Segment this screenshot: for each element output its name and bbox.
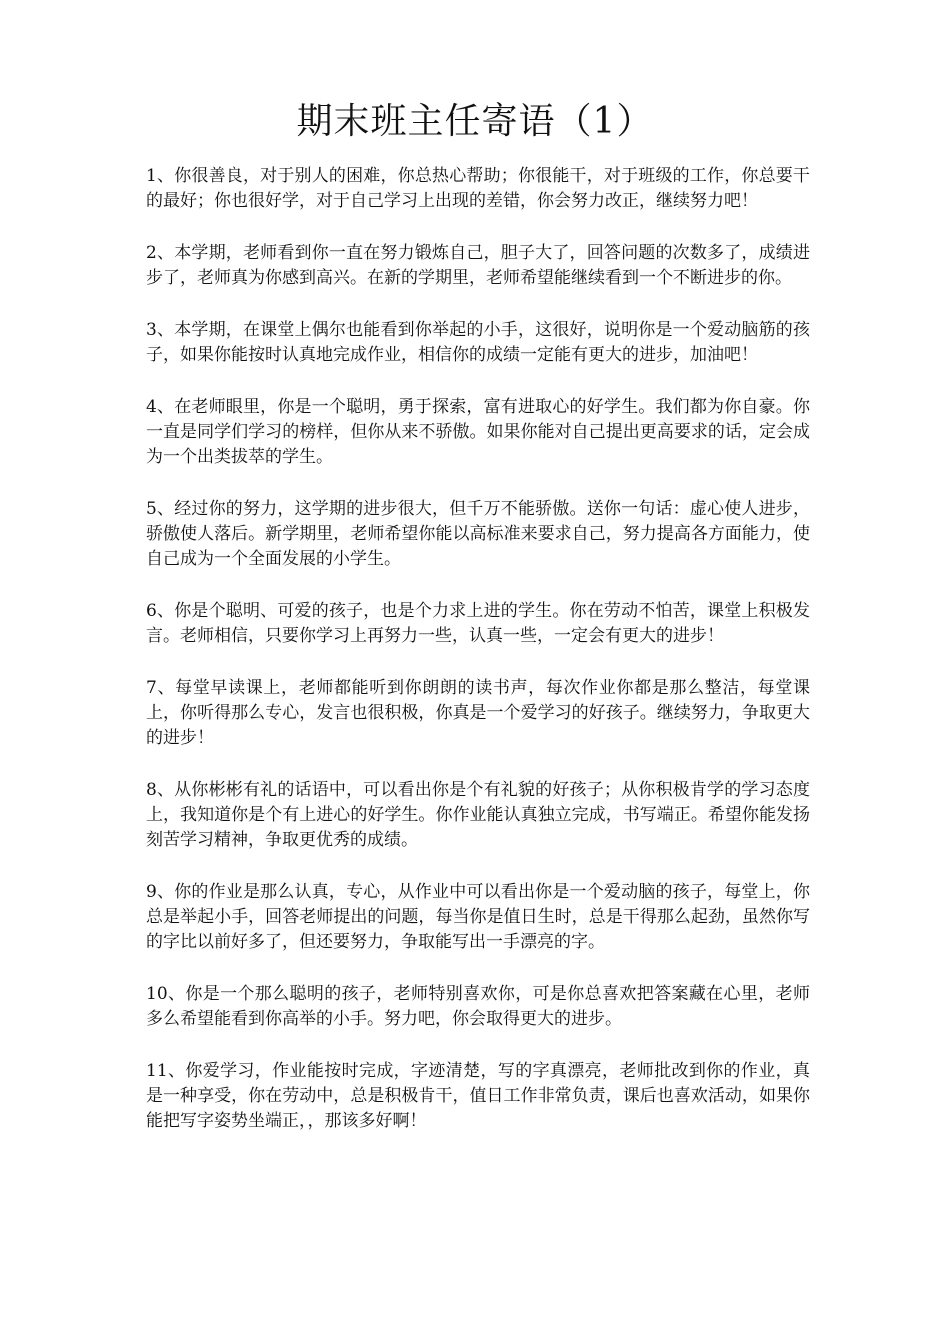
paragraph-5: 5、经过你的努力，这学期的进步很大，但千万不能骄傲。送你一句话：虚心使人进步，骄傲使人落后。新学期里，老师希望你能以高标准来要求自己，努力提高各方面能力，使自己成为一个全面发展的小学生。 <box>146 499 810 569</box>
paragraph-6: 6、你是个聪明、可爱的孩子，也是个力求上进的学生。你在劳动不怕苦，课堂上积极发言。老师相信，只要你学习上再努力一些，认真一些，一定会有更大的进步！ <box>146 601 810 646</box>
paragraph-10: 10、你是一个那么聪明的孩子，老师特别喜欢你，可是你总喜欢把答案藏在心里，老师多么希望能看到你高举的小手。努力吧，你会取得更大的进步。 <box>146 984 810 1029</box>
paragraph-3: 3、本学期，在课堂上偶尔也能看到你举起的小手，这很好，说明你是一个爱动脑筋的孩子，如果你能按时认真地完成作业，相信你的成绩一定能有更大的进步，加油吧！ <box>146 320 810 365</box>
paragraph-4: 4、在老师眼里，你是一个聪明，勇于探索，富有进取心的好学生。我们都为你自豪。你一直是同学们学习的榜样，但你从来不骄傲。如果你能对自己提出更高要求的话，定会成为一个出类拔萃的学生。 <box>146 397 810 467</box>
paragraph-8: 8、从你彬彬有礼的话语中，可以看出你是个有礼貌的好孩子；从你积极肯学的学习态度上，我知道你是个有上进心的好学生。你作业能认真独立完成，书写端正。希望你能发扬刻苦学习精神，争取更优秀的成绩。 <box>146 780 810 850</box>
document-body <box>146 164 810 1161</box>
paragraph-2: 2、本学期，老师看到你一直在努力锻炼自己，胆子大了，回答问题的次数多了，成绩进步了，老师真为你感到高兴。在新的学期里，老师希望能继续看到一个不断进步的你。 <box>146 243 810 288</box>
paragraph-1: 1、你很善良，对于别人的困难，你总热心帮助；你很能干，对于班级的工作，你总要干的最好；你也很好学，对于自己学习上出现的差错，你会努力改正，继续努力吧！ <box>146 166 810 211</box>
paragraph-7: 7、每堂早读课上，老师都能听到你朗朗的读书声，每次作业你都是那么整洁，每堂课上，你听得那么专心，发言也很积极，你真是一个爱学习的好孩子。继续努力，争取更大的进步！ <box>146 678 810 748</box>
page-title: 期末班主任寄语（1） <box>296 101 654 142</box>
paragraph-11: 11、你爱学习，作业能按时完成，字迹清楚，写的字真漂亮，老师批改到你的作业，真是一种享受，你在劳动中，总是积极肯干，值日工作非常负责，课后也喜欢活动，如果你能把写字姿势坐端正，，那该多好啊！ <box>146 1061 810 1131</box>
paragraph-9: 9、你的作业是那么认真，专心，从作业中可以看出你是一个爱动脑的孩子，每堂上，你总是举起小手，回答老师提出的问题，每当你是值日生时，总是干得那么起劲，虽然你写的字比以前好多了，但还要努力，争取能写出一手漂亮的字。 <box>146 882 810 952</box>
